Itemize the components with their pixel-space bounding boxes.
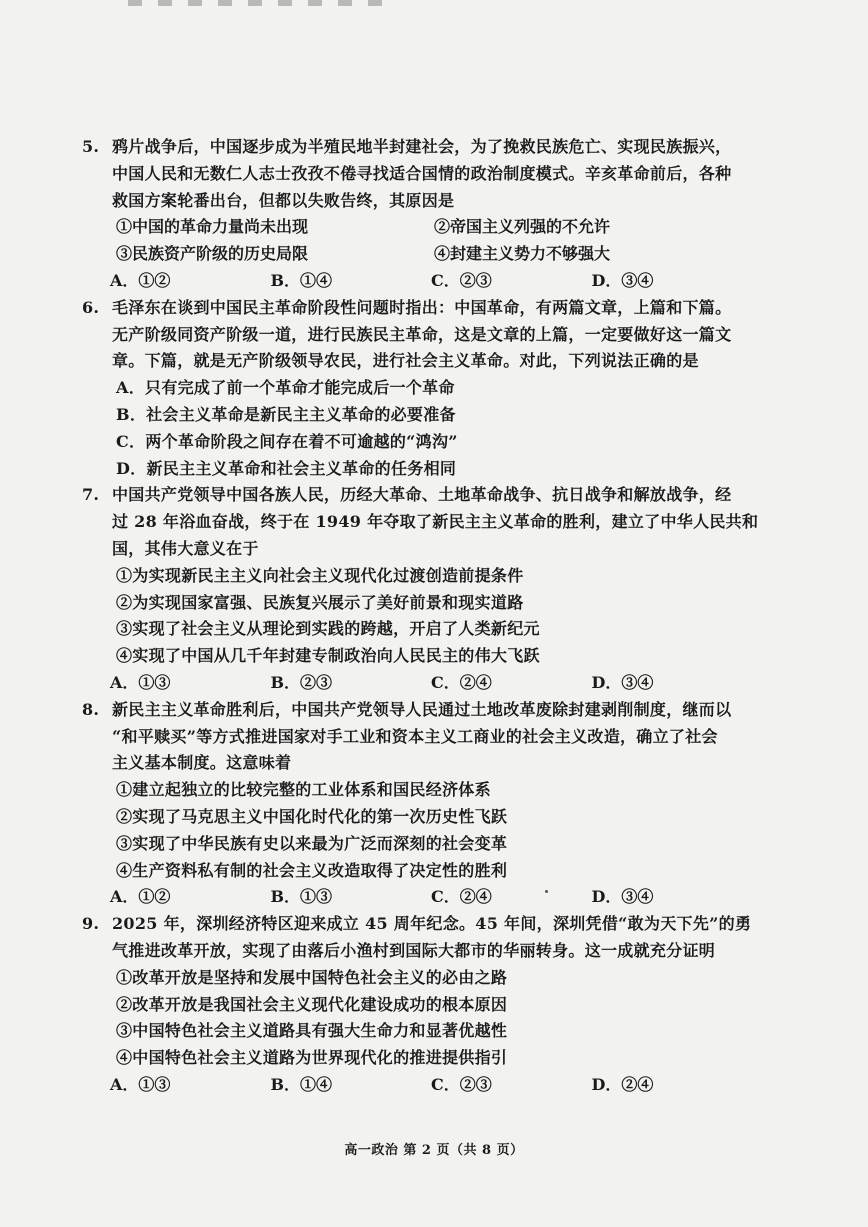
answer-choice-a: A．①③ xyxy=(110,672,171,692)
stem-line: 主义基本制度。这意味着 xyxy=(112,753,292,773)
answer-choice-c: C．②④ xyxy=(431,887,492,907)
answer-choice-d: D．③④ xyxy=(591,672,654,692)
statement-item: ②帝国主义列强的不允许 xyxy=(434,217,611,237)
answer-choice-c: C．②③ xyxy=(431,270,492,290)
stem-line: 中国人民和无数仁人志士孜孜不倦寻找适合国情的政治制度模式。辛亥革命前后，各种 xyxy=(112,163,732,183)
answer-option-c: C．两个革命阶段之间存在着不可逾越的“鸿沟” xyxy=(116,431,458,451)
answer-choice-c: C．②③ xyxy=(431,1074,492,1094)
answer-choices xyxy=(82,1072,752,1099)
statement-row xyxy=(82,241,752,268)
answer-choice-b: B．②③ xyxy=(270,672,333,692)
question-number: 5. xyxy=(82,137,100,156)
stem-line: 过 28 年浴血奋战，终于在 1949 年夺取了新民主主义革命的胜利，建立了中华人民共和 xyxy=(112,512,759,532)
answer-choice-d: D．③④ xyxy=(591,270,654,290)
statement-item: ③实现了中华民族有史以来最为广泛而深刻的社会变革 xyxy=(116,833,508,853)
stem-line: 国，其伟大意义在于 xyxy=(112,538,259,558)
answer-choice-b: B．①③ xyxy=(270,887,333,907)
stem-line: 2025 年，深圳经济特区迎来成立 45 周年纪念。45 年间，深圳凭借“敢为天下先”的勇 xyxy=(112,914,752,934)
stem-line: “和平赎买”等方式推进国家对手工业和资本主义工商业的社会主义改造，确立了社会 xyxy=(112,726,718,746)
answer-choice-a: A．①② xyxy=(110,270,171,290)
stem-line: 气推进改革开放，实现了由落后小渔村到国际大都市的华丽转身。这一成就充分证明 xyxy=(112,940,716,960)
page-footer: 高一政治 第 2 页（共 8 页） xyxy=(344,1143,524,1158)
statement-item: ②实现了马克思主义中国化时代化的第一次历史性飞跃 xyxy=(116,806,508,826)
answer-choices xyxy=(82,884,752,911)
question-7 xyxy=(82,482,759,696)
answer-choice-d: D．③④ xyxy=(591,887,654,907)
scan-speck xyxy=(545,890,548,893)
statement-item: ③中国特色社会主义道路具有强大生命力和显著优越性 xyxy=(116,1021,508,1041)
stem-line: 鸦片战争后，中国逐步成为半殖民地半封建社会，为了挽救民族危亡、实现民族振兴， xyxy=(112,137,732,156)
statement-item: ③民族资产阶级的历史局限 xyxy=(116,244,309,264)
stem-line: 中国共产党领导中国各族人民，历经大革命、土地革命战争、抗日战争和解放战争，经 xyxy=(112,485,732,505)
statement-item: ④实现了中国从几千年封建专制政治向人民民主的伟大飞跃 xyxy=(116,646,540,666)
statement-item: ④中国特色社会主义道路为世界现代化的推进提供指引 xyxy=(116,1048,508,1068)
statement-item: ①改革开放是坚持和发展中国特色社会主义的必由之路 xyxy=(116,967,508,987)
stem-line: 新民主主义革命胜利后，中国共产党领导人民通过土地改革废除封建剥削制度，继而以 xyxy=(112,699,732,719)
stem-line: 救国方案轮番出台，但都以失败告终，其原因是 xyxy=(112,190,455,210)
question-number: 7. xyxy=(82,485,100,505)
top-edge-marks xyxy=(128,0,388,6)
statement-item: ①建立起独立的比较完整的工业体系和国民经济体系 xyxy=(116,780,491,800)
answer-option-d: D．新民主主义革命和社会主义革命的任务相同 xyxy=(116,458,457,478)
statement-item: ①为实现新民主主义向社会主义现代化过渡创造前提条件 xyxy=(116,565,524,585)
question-8 xyxy=(82,697,752,911)
answer-choice-c: C．②④ xyxy=(431,672,492,692)
answer-choices xyxy=(82,268,752,295)
stem-line: 章。下篇，就是无产阶级领导农民，进行社会主义革命。对此，下列说法正确的是 xyxy=(112,351,699,371)
question-number: 8. xyxy=(82,699,100,719)
answer-choice-d: D．②④ xyxy=(591,1074,654,1094)
answer-choice-b: B．①④ xyxy=(270,270,333,290)
question-number: 6. xyxy=(82,297,100,317)
stem-line: 无产阶级同资产阶级一道，进行民族民主革命，这是文章的上篇，一定要做好这一篇文 xyxy=(112,324,732,344)
question-5 xyxy=(82,134,752,295)
answer-option-b: B．社会主义革命是新民主主义革命的必要准备 xyxy=(116,404,456,424)
questions-area xyxy=(82,134,759,1099)
answer-choices xyxy=(82,670,752,697)
statement-item: ④生产资料私有制的社会主义改造取得了决定性的胜利 xyxy=(116,860,508,880)
answer-option-a: A．只有完成了前一个革命才能完成后一个革命 xyxy=(116,378,455,398)
statement-item: ②为实现国家富强、民族复兴展示了美好前景和现实道路 xyxy=(116,592,524,612)
statement-item: ②改革开放是我国社会主义现代化建设成功的根本原因 xyxy=(116,994,508,1014)
question-9 xyxy=(82,911,752,1099)
question-6 xyxy=(82,295,752,483)
stem-line: 毛泽东在谈到中国民主革命阶段性问题时指出：中国革命，有两篇文章，上篇和下篇。 xyxy=(112,297,732,317)
statement-item: ④封建主义势力不够强大 xyxy=(434,244,611,264)
statement-row xyxy=(82,214,752,241)
statement-item: ③实现了社会主义从理论到实践的跨越，开启了人类新纪元 xyxy=(116,619,540,639)
question-number: 9. xyxy=(82,914,100,934)
answer-choice-b: B．①④ xyxy=(270,1074,333,1094)
statement-item: ①中国的革命力量尚未出现 xyxy=(116,217,309,237)
answer-choice-a: A．①③ xyxy=(110,1074,171,1094)
answer-choice-a: A．①② xyxy=(110,887,171,907)
